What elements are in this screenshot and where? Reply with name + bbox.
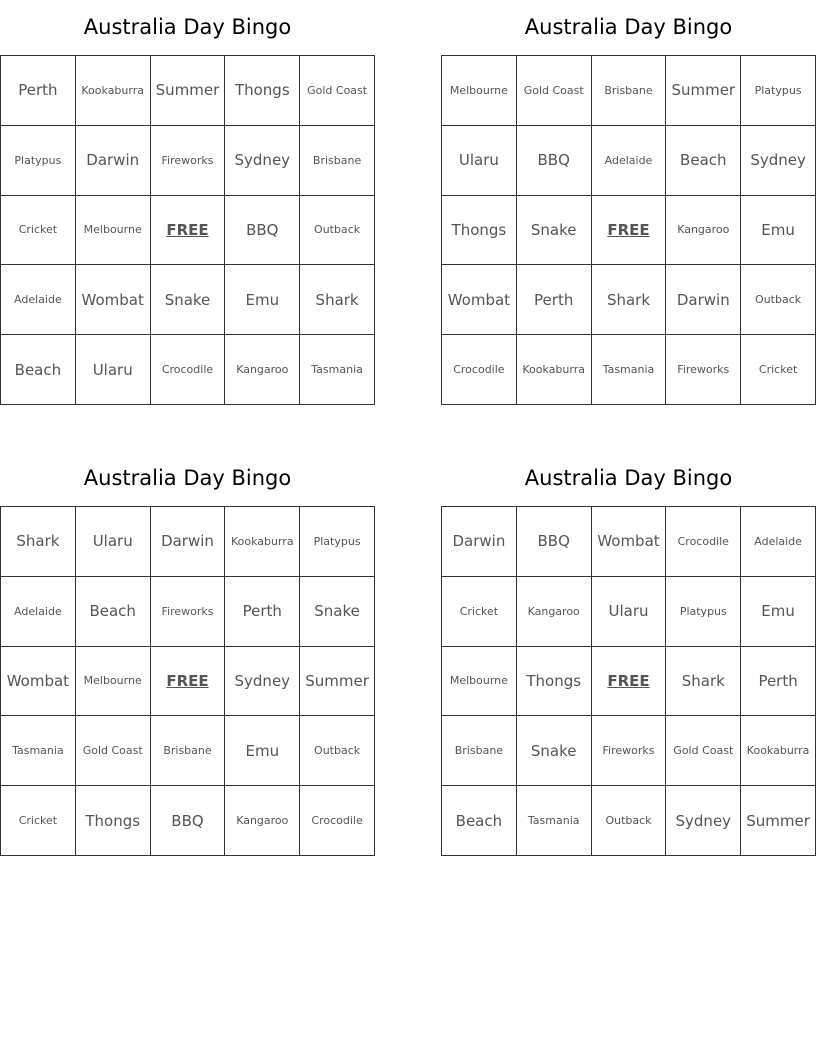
- bingo-cell: Ularu: [76, 335, 151, 405]
- bingo-cell: Perth: [1, 56, 76, 126]
- bingo-cell: Snake: [517, 196, 592, 266]
- bingo-cell: Tasmania: [592, 335, 667, 405]
- bingo-cell: Kookaburra: [76, 56, 151, 126]
- bingo-cell: Gold Coast: [666, 716, 741, 786]
- bingo-cell: Darwin: [666, 265, 741, 335]
- bingo-cell: Thongs: [225, 56, 300, 126]
- bingo-cell: Platypus: [1, 126, 76, 196]
- card-title: Australia Day Bingo: [524, 466, 733, 490]
- bingo-cell: Kangaroo: [666, 196, 741, 266]
- bingo-grid: [441, 55, 816, 405]
- bingo-cell: Darwin: [442, 507, 517, 577]
- bingo-cell: Shark: [592, 265, 667, 335]
- bingo-cell: Darwin: [76, 126, 151, 196]
- bingo-cell: Brisbane: [442, 716, 517, 786]
- bingo-cell: Melbourne: [442, 647, 517, 717]
- bingo-cell: Perth: [741, 647, 816, 717]
- bingo-cell: Beach: [442, 786, 517, 856]
- bingo-cell: BBQ: [151, 786, 226, 856]
- bingo-cell: Crocodile: [442, 335, 517, 405]
- bingo-cell: Melbourne: [442, 56, 517, 126]
- bingo-cell: Emu: [225, 716, 300, 786]
- bingo-cell: Adelaide: [1, 577, 76, 647]
- bingo-cell: Sydney: [225, 126, 300, 196]
- bingo-grid: [441, 506, 816, 856]
- bingo-cell: Kangaroo: [517, 577, 592, 647]
- bingo-cell: Kookaburra: [225, 507, 300, 577]
- free-space: FREE: [592, 196, 667, 266]
- bingo-cell: Emu: [741, 196, 816, 266]
- card-title: Australia Day Bingo: [83, 466, 292, 490]
- bingo-cell: Emu: [741, 577, 816, 647]
- bingo-cell: Shark: [300, 265, 375, 335]
- bingo-cell: Crocodile: [300, 786, 375, 856]
- bingo-cell: Brisbane: [592, 56, 667, 126]
- card-title: Australia Day Bingo: [524, 15, 733, 39]
- bingo-cell: Shark: [1, 507, 76, 577]
- bingo-cell: Tasmania: [1, 716, 76, 786]
- bingo-cell: Wombat: [442, 265, 517, 335]
- bingo-card-3: [0, 461, 375, 856]
- bingo-cell: Wombat: [1, 647, 76, 717]
- bingo-grid: [0, 506, 375, 856]
- bingo-cell: Wombat: [76, 265, 151, 335]
- free-space: FREE: [592, 647, 667, 717]
- bingo-cell: Thongs: [442, 196, 517, 266]
- bingo-cell: Summer: [300, 647, 375, 717]
- bingo-cell: Snake: [517, 716, 592, 786]
- bingo-cell: Crocodile: [151, 335, 226, 405]
- bingo-cell: Ularu: [76, 507, 151, 577]
- bingo-cell: Adelaide: [592, 126, 667, 196]
- bingo-cell: Summer: [666, 56, 741, 126]
- bingo-cell: Adelaide: [1, 265, 76, 335]
- bingo-cell: Summer: [741, 786, 816, 856]
- bingo-cell: Kangaroo: [225, 786, 300, 856]
- bingo-cell: Brisbane: [300, 126, 375, 196]
- free-space: FREE: [151, 647, 226, 717]
- bingo-cell: Sydney: [225, 647, 300, 717]
- bingo-cell: Fireworks: [151, 577, 226, 647]
- bingo-cell: BBQ: [517, 126, 592, 196]
- bingo-cell: Cricket: [1, 786, 76, 856]
- bingo-cell: Fireworks: [592, 716, 667, 786]
- bingo-cell: Kangaroo: [225, 335, 300, 405]
- bingo-cell: Adelaide: [741, 507, 816, 577]
- bingo-cell: Darwin: [151, 507, 226, 577]
- bingo-cell: BBQ: [517, 507, 592, 577]
- bingo-cell: Platypus: [741, 56, 816, 126]
- bingo-cell: Thongs: [76, 786, 151, 856]
- bingo-cell: Gold Coast: [76, 716, 151, 786]
- bingo-cell: Tasmania: [300, 335, 375, 405]
- bingo-cell: Sydney: [666, 786, 741, 856]
- bingo-cell: Outback: [592, 786, 667, 856]
- bingo-cell: Cricket: [1, 196, 76, 266]
- bingo-cell: Beach: [76, 577, 151, 647]
- card-title: Australia Day Bingo: [83, 15, 292, 39]
- bingo-cell: Brisbane: [151, 716, 226, 786]
- bingo-cell: Platypus: [666, 577, 741, 647]
- bingo-cell: Melbourne: [76, 196, 151, 266]
- bingo-cell: Perth: [225, 577, 300, 647]
- bingo-cell: Snake: [300, 577, 375, 647]
- bingo-cell: Ularu: [592, 577, 667, 647]
- bingo-cell: Wombat: [592, 507, 667, 577]
- bingo-grid: [0, 55, 375, 405]
- bingo-cell: Gold Coast: [517, 56, 592, 126]
- bingo-cell: Fireworks: [151, 126, 226, 196]
- bingo-cell: BBQ: [225, 196, 300, 266]
- bingo-cell: Beach: [666, 126, 741, 196]
- bingo-cell: Tasmania: [517, 786, 592, 856]
- bingo-cell: Outback: [300, 716, 375, 786]
- bingo-cell: Summer: [151, 56, 226, 126]
- bingo-cell: Crocodile: [666, 507, 741, 577]
- bingo-cell: Outback: [741, 265, 816, 335]
- bingo-cell: Emu: [225, 265, 300, 335]
- bingo-cell: Shark: [666, 647, 741, 717]
- bingo-cell: Beach: [1, 335, 76, 405]
- bingo-card-1: [0, 10, 375, 405]
- bingo-cell: Outback: [300, 196, 375, 266]
- bingo-cell: Perth: [517, 265, 592, 335]
- bingo-cell: Kookaburra: [517, 335, 592, 405]
- bingo-card-2: [441, 10, 816, 405]
- bingo-cell: Snake: [151, 265, 226, 335]
- bingo-cell: Thongs: [517, 647, 592, 717]
- bingo-cell: Gold Coast: [300, 56, 375, 126]
- bingo-cell: Kookaburra: [741, 716, 816, 786]
- bingo-cell: Cricket: [741, 335, 816, 405]
- bingo-cell: Sydney: [741, 126, 816, 196]
- bingo-cell: Fireworks: [666, 335, 741, 405]
- bingo-cell: Ularu: [442, 126, 517, 196]
- bingo-cell: Melbourne: [76, 647, 151, 717]
- bingo-card-4: [441, 461, 816, 856]
- free-space: FREE: [151, 196, 226, 266]
- bingo-cell: Cricket: [442, 577, 517, 647]
- bingo-cell: Platypus: [300, 507, 375, 577]
